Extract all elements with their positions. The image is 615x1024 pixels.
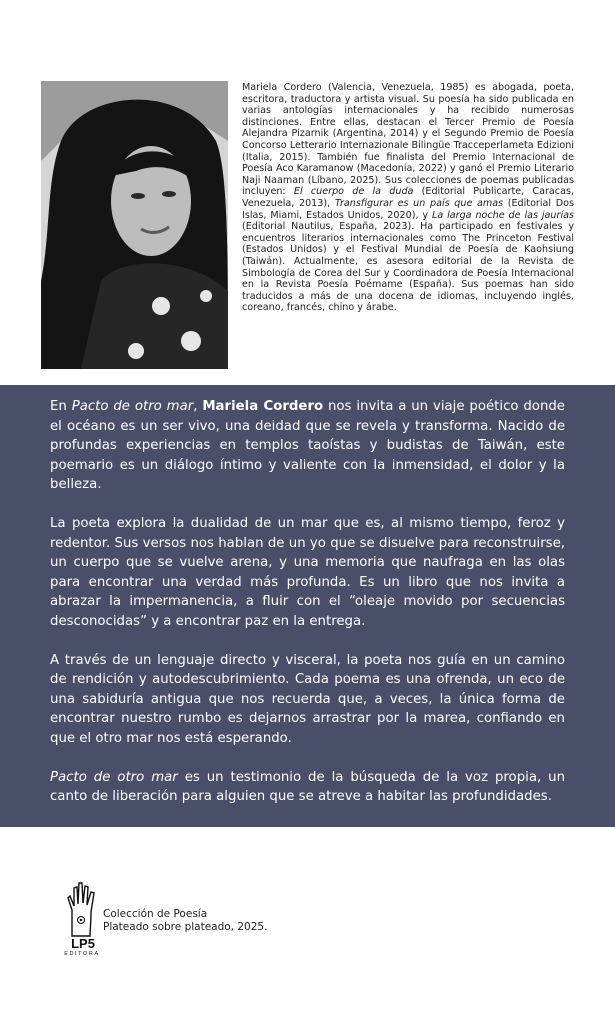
author-bio: Mariela Cordero (Valencia, Venezuela, 1985) es abogada, poeta, escritora, traductora y artista visual. Su poesía ha sido publicada en varias antologías internacionales y ha recibido numerosas distinciones. Entre ellas, destacan el Tercer Premio de Poesía Alejandra Pizarnik (Argentina, 2014) y el Segundo Premio de Poesía Concorso Letterario Internazionale Bilingüe Tracceperlameta Edizioni (Italia, 2015). También fue finalista del Premio Internacional de Poesía Aco Karamanow (Macedonia, 2022) y ganó el Premio Literario Naji Naaman (Líbano, 2025). Sus colecciones de poemas publicadas incluyen: El cuerpo de la duda (Editorial Publicarte, Caracas, Venezuela, 2013), Transfigurar es un país que amas (Editorial Dos Islas, Miami, Estados Unidos, 2020), y La larga noche de las jaurías (Editorial Nautilus, España, 2023). Ha participado en festivales y encuentros literarios internacionales como The Princeton Festival (Estados Unidos) y el Festival Mundial de Poesía de Kaohsiung (Taiwán). Actualmente, es asesora editorial de la Revista de Simbología de Corea del Sur y Coordinadora de Poesía Internacional en la Revista Poesía Poémame (España). Sus poemas han sido traducidos a más de una docena de idiomas, incluyendo inglés, coreano, francés, chino y árabe. <box>242 82 575 314</box>
review-paragraph: A través de un lenguaje directo y visceral, la poeta nos guía en un camino de rendición y autodescubrimiento. Cada poema es una ofrenda, un eco de una sabiduría antigua que nos recuerda que, a veces, la única forma de encontrar nuestro rumbo es dejarnos arrastrar por la marea, confiando en que el otro mar nos está esperando. <box>50 652 565 746</box>
book-title: Transfigurar es un país que amas <box>334 197 504 209</box>
review-signature: Gladys Mendía <box>50 827 148 843</box>
review-paragraph: En Pacto de otro mar, Mariela Cordero nos invita a un viaje poético donde el océano es un ser vivo, una deidad que se revela y transforma. Nacido de profundas experiencias en templos taoístas y budistas de Taiwán, este poemario es un diálogo íntimo y valiente con la inmensidad, el dolor y la belleza. <box>50 399 565 493</box>
book-title: Pacto de otro mar <box>71 399 194 414</box>
review-paragraph: La poeta explora la dualidad de un mar que es, al mismo tiempo, feroz y redentor. Sus versos nos hablan de un yo que se disuelve para reconstruirse, un cuerpo que se vuelve arena, y una memoria que naufraga en las olas para encontrar una verdad más profunda. Es un libro que nos invita a abrazar la impermanencia, a fluir con el “oleaje movido por secuencias desconocidas” y a encontrar paz en la entrega. <box>50 515 565 629</box>
book-title: El cuerpo de la duda <box>293 186 414 198</box>
author-name: Mariela Cordero <box>202 399 324 414</box>
author-portrait-image <box>41 81 228 369</box>
publisher-logo-sub: EDITORA <box>64 951 100 957</box>
collection-name: Colección de Poesía <box>103 908 208 920</box>
publisher-logo-mark: LP5 <box>71 936 95 951</box>
review-panel <box>0 385 615 843</box>
author-photo <box>41 81 228 369</box>
collection-info <box>103 908 267 934</box>
collection-series: Plateado sobre plateado, 2025. <box>103 921 268 933</box>
book-title: Pacto de otro mar <box>50 769 178 785</box>
publisher-logo <box>60 880 104 960</box>
book-title: La larga noche de las jaurías <box>431 209 574 221</box>
review-paragraph: Pacto de otro mar es un testimonio de la búsqueda de la voz propia, un canto de liberación para alguien que se atreve a habitar las profundidades. <box>50 769 565 805</box>
hand-icon <box>60 880 104 938</box>
